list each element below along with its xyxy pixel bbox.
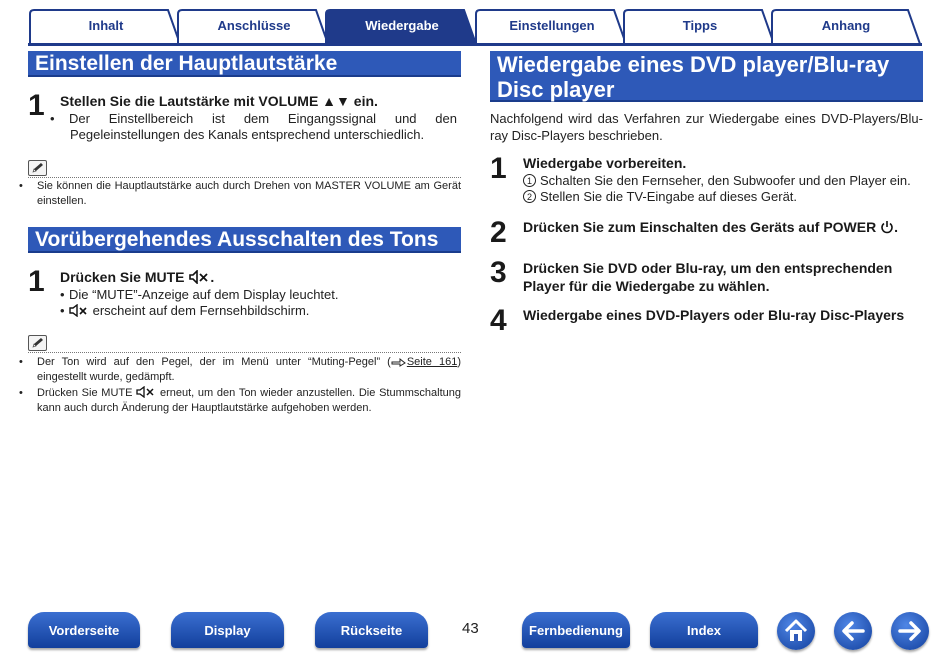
substep-text: Schalten Sie den Fernseher, den Subwoofer und den Player ein. — [540, 173, 911, 188]
substep-number: 1 — [523, 174, 536, 187]
note-text: erneut, um den Ton wieder anzustellen. Die Stummschaltung kann auch durch Änderung der Hauptlautstärke aufgehoben werden. — [37, 387, 461, 414]
note-pencil-icon — [28, 160, 47, 176]
tab-anschluesse[interactable]: Anschlüsse — [217, 18, 291, 33]
step-number: 2 — [490, 216, 507, 249]
note-text: • Sie können die Hauptlautstärke auch durch Drehen von MASTER VOLUME am Gerät einstellen. — [19, 180, 461, 207]
home-button[interactable] — [777, 612, 815, 650]
back-button[interactable] — [834, 612, 872, 650]
substep-number: 2 — [523, 190, 536, 203]
step-title-text: Drücken Sie MUTE — [60, 269, 185, 285]
page-link[interactable]: Seite 161 — [406, 356, 458, 368]
note-pencil-icon — [28, 335, 47, 351]
step-bullet-text: erscheint auf dem Fernsehbildschirm. — [92, 303, 310, 318]
section-heading-volume: Einstellen der Hauptlautstärke — [28, 51, 461, 77]
nav-vorderseite-button[interactable]: Vorderseite — [28, 612, 140, 648]
nav-display-button[interactable]: Display — [171, 612, 284, 648]
step-substeps — [523, 173, 923, 205]
mute-icon — [188, 270, 210, 284]
section-heading-dvd: Wiedergabe eines DVD player/Blu-ray Disc player — [490, 51, 923, 102]
step-title: Drücken Sie DVD oder Blu-ray, um den entsprechenden Player für die Wiedergabe zu wählen. — [523, 260, 893, 294]
note-divider — [28, 352, 461, 353]
home-icon — [782, 617, 810, 645]
note-divider — [28, 177, 461, 178]
mute-icon — [69, 304, 89, 317]
note-item: • Der Ton wird auf den Pegel, der im Menü unter “Muting-Pegel” ( Seite 161) eingestellt wurde, gedämpft. — [19, 356, 462, 383]
tab-einstellungen[interactable]: Einstellungen — [509, 18, 595, 33]
tab-bar — [28, 8, 922, 44]
substep-text: Stellen Sie die TV-Eingabe auf dieses Gerät. — [540, 189, 798, 204]
step-title: Stellen Sie die Lautstärke mit VOLUME ▲▼ ein. — [60, 93, 378, 109]
note-item: • Drücken Sie MUTE erneut, um den Ton wieder anzustellen. Die Stummschaltung kann auch durch Änderung der Hauptlautstärke aufgehoben werden. — [19, 387, 461, 414]
arrow-left-icon — [839, 617, 867, 645]
nav-index-button[interactable]: Index — [650, 612, 758, 648]
reference-hand-icon — [391, 356, 407, 367]
step-title: Drücken Sie zum Einschalten des Geräts auf POWER . — [523, 219, 898, 235]
power-icon — [880, 220, 894, 234]
step-title: Wiedergabe vorbereiten. — [523, 155, 687, 171]
step-title: Wiedergabe eines DVD-Players oder Blu-ray Disc-Players — [523, 307, 905, 323]
step-number: 1 — [490, 152, 507, 185]
step-title: Drücken Sie MUTE . — [60, 269, 215, 285]
section-heading-mute: Vorübergehendes Ausschalten des Tons — [28, 227, 461, 253]
step-bullet-text: Die “MUTE”-Anzeige auf dem Display leuchtet. — [69, 287, 339, 302]
step-bullet: • Der Einstellbereich ist dem Eingangssignal und den Pegeleinstellungen des Kanals entsprechend unterschiedlich. — [50, 111, 457, 142]
tab-wiedergabe[interactable]: Wiedergabe — [365, 18, 439, 33]
tab-inhalt[interactable]: Inhalt — [88, 18, 124, 33]
step-bullets: • Die “MUTE”-Anzeige auf dem Display leuchtet. • erscheint auf dem Fernsehbildschirm. — [60, 287, 339, 318]
page-number: 43 — [462, 620, 479, 637]
step-number: 1 — [28, 265, 45, 298]
step-bullet-text: Der Einstellbereich ist dem Eingangssignal und den Pegeleinstellungen des Kanals entsprechend unterschiedlich. — [69, 111, 457, 142]
step-number: 4 — [490, 304, 507, 337]
forward-button[interactable] — [891, 612, 929, 650]
note-text: Der Ton wird auf den Pegel, der im Menü unter “Muting-Pegel” ( — [37, 356, 391, 368]
tab-anhang[interactable]: Anhang — [821, 18, 871, 33]
arrow-right-icon — [896, 617, 924, 645]
tab-tipps[interactable]: Tipps — [682, 18, 718, 33]
note-text: ) eingestellt wurde, gedämpft. — [37, 356, 462, 383]
note-text: Drücken Sie MUTE — [37, 387, 133, 399]
nav-fernbedienung-button[interactable]: Fernbedienung — [522, 612, 630, 648]
step-title-text: Drücken Sie zum Einschalten des Geräts auf POWER — [523, 219, 877, 235]
mute-icon — [136, 386, 156, 398]
step-number: 3 — [490, 256, 507, 289]
intro-text: Nachfolgend wird das Verfahren zur Wiedergabe eines DVD-Players/Blu-ray Disc-Players beschrieben. — [490, 111, 923, 143]
step-number: 1 — [28, 89, 45, 122]
nav-rueckseite-button[interactable]: Rückseite — [315, 612, 428, 648]
tab-underline — [28, 43, 922, 46]
note-text-content: Sie können die Hauptlautstärke auch durch Drehen von MASTER VOLUME am Gerät einstellen. — [37, 180, 461, 207]
